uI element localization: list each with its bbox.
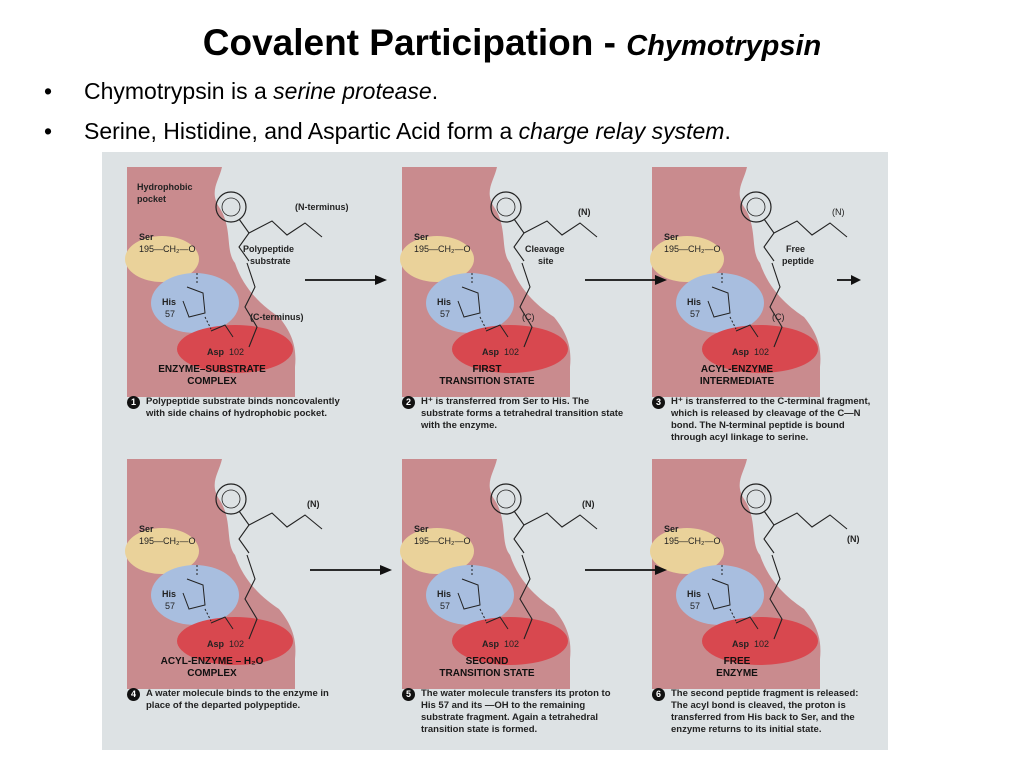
ser-label: Ser — [664, 524, 679, 534]
n-label: (N) — [832, 207, 845, 217]
panel-title-line: COMPLEX — [187, 668, 237, 679]
arrow-3-to-4 — [837, 275, 861, 285]
step-caption — [402, 688, 632, 736]
panel-title-line: ACYL-ENZYME – H₂O — [160, 656, 264, 667]
ser-label: Ser — [139, 232, 154, 242]
panel-title-line: FREE — [723, 656, 751, 667]
asp-label: Asp — [732, 639, 750, 649]
n-label: (N) — [582, 499, 595, 509]
bullet-emphasis: charge relay system — [518, 118, 725, 144]
step-number-badge: 4 — [127, 688, 140, 701]
panel-title-line: ACYL-ENZYME — [700, 364, 774, 375]
step-text: H⁺ is transferred from Ser to His. The substrate forms a tetrahedral transition state with the enzyme. — [421, 396, 624, 431]
his-label: His — [437, 589, 452, 599]
panel-title-line: ENZYME–SUBSTRATE — [158, 364, 266, 375]
step-text: Polypeptide substrate binds noncovalently with side chains of hydrophobic pocket. — [146, 396, 340, 419]
his-label: His — [437, 297, 452, 307]
panel-6-drawing — [650, 459, 847, 689]
n-label: (N) — [847, 534, 860, 544]
step-caption — [652, 688, 882, 736]
asp-label: Asp — [207, 639, 225, 649]
step-number-badge: 6 — [652, 688, 665, 701]
n-label: (N) — [578, 207, 591, 217]
step-text: The second peptide fragment is released: The acyl bond is cleaved, the proton is transferred from His back to Ser, and the enzyme returns to its initial state. — [671, 688, 859, 735]
step-caption — [127, 688, 357, 712]
step-text: The water molecule transfers its proton to His 57 and its —OH to the remaining substrate fragment. Again a tetrahedral transition state is formed. — [421, 688, 611, 735]
ser-chain-label: 195—CH₂—O — [414, 244, 471, 254]
asp-number: 102 — [504, 347, 520, 357]
asp-number: 102 — [754, 347, 770, 357]
his-number: 57 — [690, 309, 701, 319]
asp-number: 102 — [504, 639, 520, 649]
his-label: His — [162, 589, 177, 599]
asp-label: Asp — [207, 347, 225, 357]
n-terminus-label: (N-terminus) — [295, 202, 349, 212]
ser-label: Ser — [414, 524, 429, 534]
panel-title-line: ENZYME — [716, 668, 758, 679]
ser-chain-label: 195—CH₂—O — [414, 536, 471, 546]
step-number-badge: 3 — [652, 396, 665, 409]
his-number: 57 — [165, 309, 176, 319]
bullet-symbol: • — [44, 118, 53, 144]
step-caption — [402, 396, 632, 432]
step-text: A water molecule binds to the enzyme in place of the departed polypeptide. — [146, 688, 329, 711]
c-terminus-label: (C-terminus) — [250, 312, 304, 322]
hydrophobic-label: Hydrophobic — [137, 182, 193, 192]
panel-title — [652, 364, 822, 388]
his-number: 57 — [440, 309, 451, 319]
ser-chain-label: 195—CH₂—O — [664, 244, 721, 254]
his-number: 57 — [690, 601, 701, 611]
ser-label: Ser — [414, 232, 429, 242]
asp-number: 102 — [754, 639, 770, 649]
panel-5-drawing — [400, 459, 597, 689]
ser-label: Ser — [664, 232, 679, 242]
step-number-badge: 1 — [127, 396, 140, 409]
arrow-1-to-2 — [305, 275, 387, 285]
asp-label: Asp — [482, 347, 500, 357]
substrate-label: substrate — [250, 256, 291, 266]
his-label: His — [687, 297, 702, 307]
ser-chain-label: 195—CH₂—O — [139, 536, 196, 546]
c-label: (C) — [522, 312, 535, 322]
bullet-emphasis: serine protease — [273, 78, 432, 104]
asp-label: Asp — [732, 347, 750, 357]
bullet-symbol: • — [44, 78, 53, 104]
panel-title-line: FIRST — [472, 364, 502, 375]
step-text: H⁺ is transferred to the C-terminal fragment, which is released by cleavage of the C—N bond. The N-terminal peptide is bound through acyl linkage to serine. — [671, 396, 871, 443]
slide-title — [0, 22, 1024, 64]
panel-title-line: INTERMEDIATE — [699, 376, 775, 387]
panel-title-line: SECOND — [465, 656, 509, 667]
site-label: site — [538, 256, 554, 266]
panel-title-line: TRANSITION STATE — [439, 376, 535, 387]
bullet-text-end: . — [724, 118, 731, 144]
bullet-text: Serine, Histidine, and Aspartic Acid form a — [84, 118, 519, 144]
panel-title — [402, 364, 572, 388]
title-italic: Chymotrypsin — [626, 30, 822, 62]
step-number-badge: 5 — [402, 688, 415, 701]
bullet-text-end: . — [431, 78, 439, 104]
panel-title-line: COMPLEX — [187, 376, 237, 387]
his-number: 57 — [165, 601, 176, 611]
panel-title-line: TRANSITION STATE — [439, 668, 535, 679]
asp-number: 102 — [229, 347, 245, 357]
step-caption — [127, 396, 357, 420]
panel-2-drawing — [400, 167, 597, 397]
polypeptide-label: Polypeptide — [243, 244, 295, 254]
his-label: His — [162, 297, 177, 307]
panel-title — [652, 656, 822, 680]
ser-chain-label: 195—CH₂—O — [664, 536, 721, 546]
title-main: Covalent Participation - — [202, 22, 627, 63]
panel-4-drawing — [125, 459, 322, 689]
bullet-item — [44, 78, 731, 118]
n-label: (N) — [307, 499, 320, 509]
arrow-4-to-5 — [310, 565, 392, 575]
cleavage-label: Cleavage — [525, 244, 565, 254]
panel-3-drawing — [650, 167, 847, 397]
ser-label: Ser — [139, 524, 154, 534]
pocket-label: pocket — [137, 194, 167, 204]
panel-title — [402, 656, 572, 680]
asp-number: 102 — [229, 639, 245, 649]
his-number: 57 — [440, 601, 451, 611]
his-label: His — [687, 589, 702, 599]
panel-title — [127, 364, 297, 388]
step-caption — [652, 396, 882, 444]
bullet-list — [44, 78, 731, 158]
c-label: (C) — [772, 312, 785, 322]
bullet-text: Chymotrypsin is a — [84, 78, 274, 104]
panel-title — [127, 656, 297, 680]
step-number-badge: 2 — [402, 396, 415, 409]
asp-label: Asp — [482, 639, 500, 649]
ser-chain-label: 195—CH₂—O — [139, 244, 196, 254]
peptide-label: peptide — [782, 256, 815, 266]
free-label: Free — [786, 244, 806, 254]
mechanism-figure — [102, 152, 888, 750]
